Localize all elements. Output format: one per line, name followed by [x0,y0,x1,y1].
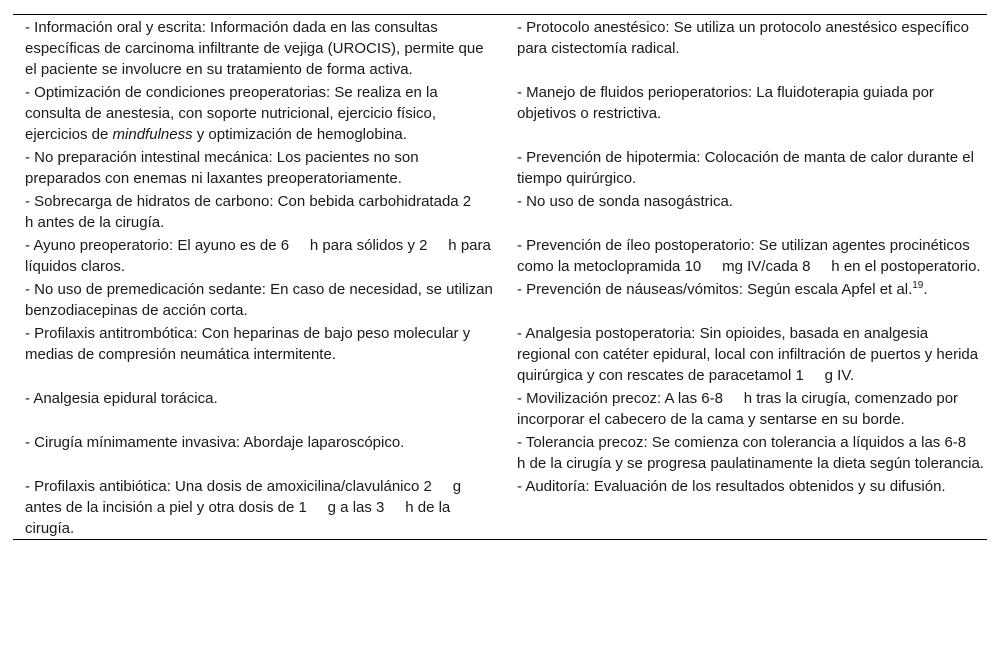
cell-text: - Optimización de condiciones preoperatorias: Se realiza en la consulta de anestesia, con soporte nutricional, ejercicio físico, ejercicios de [25,84,442,143]
cell-text: . [923,281,928,298]
reference-superscript: 19 [912,280,924,291]
table-row [13,321,997,386]
cell-text-italic: mindfulness [112,126,193,143]
table-cell-left: - Profilaxis antibiótica: Una dosis de amoxicilina/clavulánico 2 g antes de la incisión a piel y otra dosis de 1 g a las 3 h de la cirugía. [25,478,466,537]
table-row [13,145,997,189]
table-cell-left: - Profilaxis antitrombótica: Con heparinas de bajo peso molecular y medias de compresión neumática intermitente. [25,325,475,363]
table-cell-right: - Analgesia postoperatoria: Sin opioides, basada en analgesia regional con catéter epidural, local con infiltración de puertos y herida quirúrgica y con rescates de paracetamol 1 g IV. [517,325,983,384]
table-cell-right: - Movilización precoz: A las 6-8 h tras la cirugía, comenzado por incorporar el cabecero de la cama y sentarse en su borde. [517,390,963,428]
table-cell-left: - Información oral y escrita: Información dada en las consultas específicas de carcinoma infiltrante de vejiga (UROCIS), permite que el paciente se involucre en su tratamiento de forma activa. [25,19,488,78]
table-cell-left: - Sobrecarga de hidratos de carbono: Con bebida carbohidratada 2 h antes de la cirugía. [25,193,492,231]
table-cell-right: - Auditoría: Evaluación de los resultados obtenidos y su difusión. [517,478,946,495]
table-cell-right [505,277,997,321]
table-cell-left: - Analgesia epidural torácica. [25,390,218,407]
cell-text: - Prevención de náuseas/vómitos: Según escala Apfel et al. [517,281,913,298]
table-row [13,80,997,145]
table-row [13,277,997,321]
protocol-table [13,15,997,539]
table-cell-left: - No preparación intestinal mecánica: Los pacientes no son preparados con enemas ni laxantes preoperatoriamente. [25,149,423,187]
table-cell-right: - Prevención de íleo postoperatorio: Se utilizan agentes procinéticos como la metoclopramida 10 mg IV/cada 8 h en el postoperatorio. [517,237,981,275]
protocol-table-container [13,14,987,540]
table-cell-left: - No uso de premedicación sedante: En caso de necesidad, se utilizan benzodiacepinas de acción corta. [25,281,497,319]
table-row [13,233,997,277]
table-cell-right: - Protocolo anestésico: Se utiliza un protocolo anestésico específico para cistectomía radical. [517,19,974,57]
table-cell-left: - Cirugía mínimamente invasiva: Abordaje laparoscópico. [25,434,405,451]
table-row [13,430,997,474]
table-cell-right: - Manejo de fluidos perioperatorios: La fluidoterapia guiada por objetivos o restrictiva. [517,84,939,122]
table-cell-left: - Ayuno preoperatorio: El ayuno es de 6 h para sólidos y 2 h para líquidos claros. [25,237,496,275]
table-cell-right: - Prevención de hipotermia: Colocación de manta de calor durante el tiempo quirúrgico. [517,149,979,187]
table-row [13,386,997,430]
table-cell-right: - Tolerancia precoz: Se comienza con tolerancia a líquidos a las 6-8 h de la cirugía y se progresa paulatinamente la dieta según tolerancia. [517,434,987,472]
table-cell-left [13,80,505,145]
table-row [13,474,997,539]
table-row [13,189,997,233]
table-cell-right: - No uso de sonda nasogástrica. [517,193,733,210]
cell-text: y optimización de hemoglobina. [192,126,407,143]
table-row [13,15,997,80]
table-bottom-rule [13,539,987,540]
